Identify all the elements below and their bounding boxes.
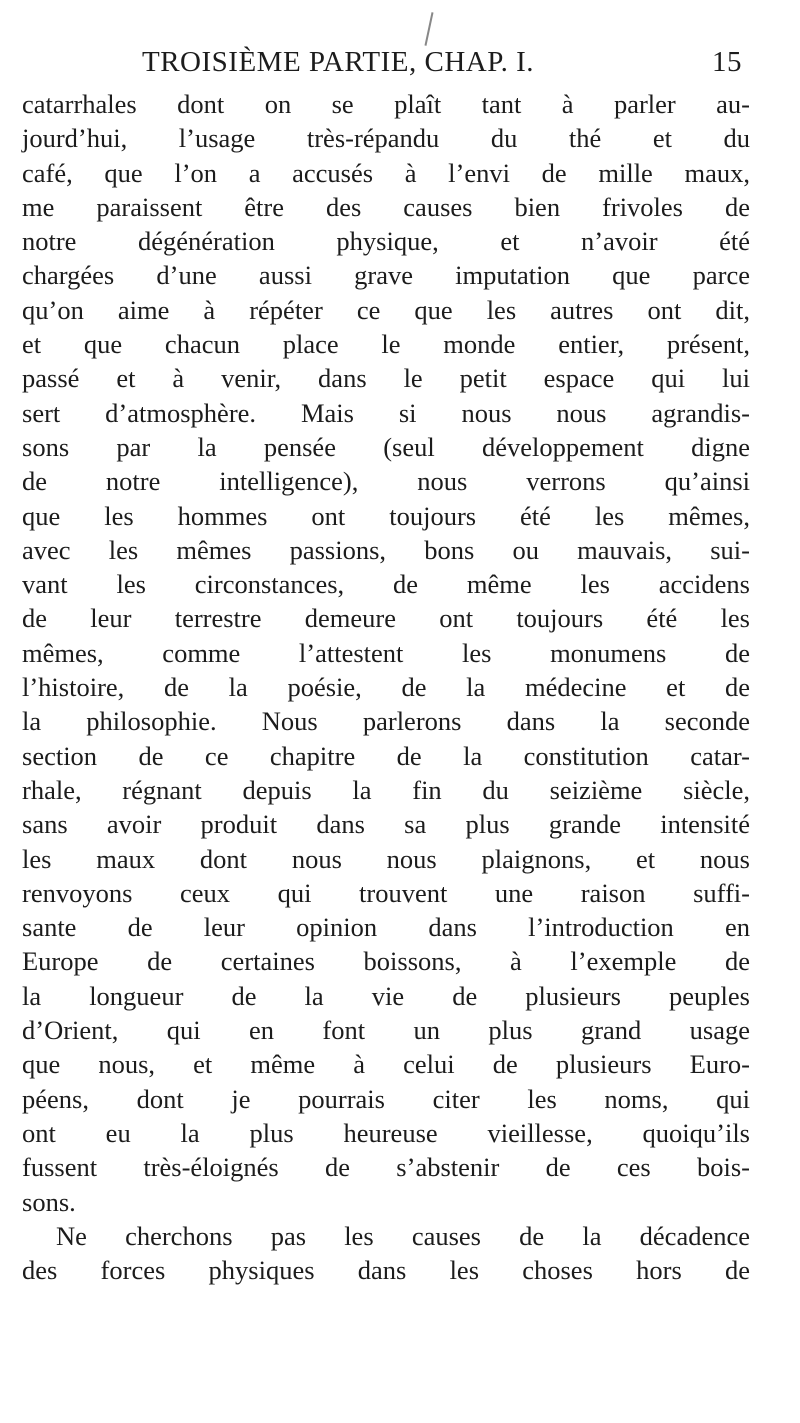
- page-header: [142, 46, 742, 86]
- text-line: section de ce chapitre de la constitution catar-: [22, 740, 750, 771]
- text-line: fussent très-éloignés de s’abstenir de ces bois-: [22, 1152, 750, 1183]
- text-line: sons.: [22, 1186, 76, 1217]
- text-line: les maux dont nous nous plaignons, et nous: [22, 843, 750, 874]
- text-line: notre dégénération physique, et n’avoir été: [22, 226, 750, 257]
- text-line: sons par la pensée (seul développement digne: [22, 431, 750, 462]
- text-line: passé et à venir, dans le petit espace qui lui: [22, 363, 750, 394]
- text-line: des forces physiques dans les choses hors de: [22, 1255, 750, 1286]
- paragraph-start-line: Ne cherchons pas les causes de la décadence: [56, 1220, 750, 1251]
- text-line: la philosophie. Nous parlerons dans la seconde: [22, 706, 750, 737]
- text-line: chargées d’une aussi grave imputation que parce: [22, 260, 750, 291]
- text-line: péens, dont je pourrais citer les noms, qui: [22, 1083, 750, 1114]
- text-line: rhale, régnant depuis la fin du seizième siècle,: [22, 774, 750, 805]
- text-line: Europe de certaines boissons, à l’exemple de: [22, 946, 750, 977]
- text-line: de leur terrestre demeure ont toujours été les: [22, 603, 750, 634]
- body-text: [22, 87, 750, 1287]
- text-line: la longueur de la vie de plusieurs peuples: [22, 980, 750, 1011]
- text-line: café, que l’on a accusés à l’envi de mille maux,: [22, 157, 750, 188]
- text-line: de notre intelligence), nous verrons qu’ainsi: [22, 466, 750, 497]
- text-line: catarrhales dont on se plaît tant à parler au-: [22, 89, 750, 119]
- text-line: et que chacun place le monde entier, présent,: [22, 329, 750, 360]
- text-line: ont eu la plus heureuse vieillesse, quoiqu’ils: [22, 1117, 750, 1148]
- text-line: vant les circonstances, de même les accidens: [22, 569, 750, 600]
- text-line: sans avoir produit dans sa plus grande intensité: [22, 809, 750, 840]
- pen-mark: [424, 12, 433, 46]
- text-line: me paraissent être des causes bien frivoles de: [22, 191, 750, 222]
- text-line: sante de leur opinion dans l’introduction en: [22, 912, 750, 943]
- text-line: l’histoire, de la poésie, de la médecine et de: [22, 672, 750, 703]
- text-line: mêmes, comme l’attestent les monumens de: [22, 637, 750, 668]
- running-head: TROISIÈME PARTIE, CHAP. I.: [142, 46, 535, 78]
- text-line: d’Orient, qui en font un plus grand usage: [22, 1015, 750, 1046]
- text-line: sert d’atmosphère. Mais si nous nous agrandis-: [22, 397, 750, 428]
- text-line: renvoyons ceux qui trouvent une raison suffi-: [22, 877, 750, 908]
- text-line: jourd’hui, l’usage très-répandu du thé et du: [22, 123, 750, 154]
- text-line: qu’on aime à répéter ce que les autres ont dit,: [22, 294, 750, 325]
- page-number: 15: [712, 46, 742, 78]
- text-line: que les hommes ont toujours été les mêmes,: [22, 500, 750, 531]
- text-line: avec les mêmes passions, bons ou mauvais, sui-: [22, 534, 750, 565]
- text-line: que nous, et même à celui de plusieurs Euro-: [22, 1049, 750, 1080]
